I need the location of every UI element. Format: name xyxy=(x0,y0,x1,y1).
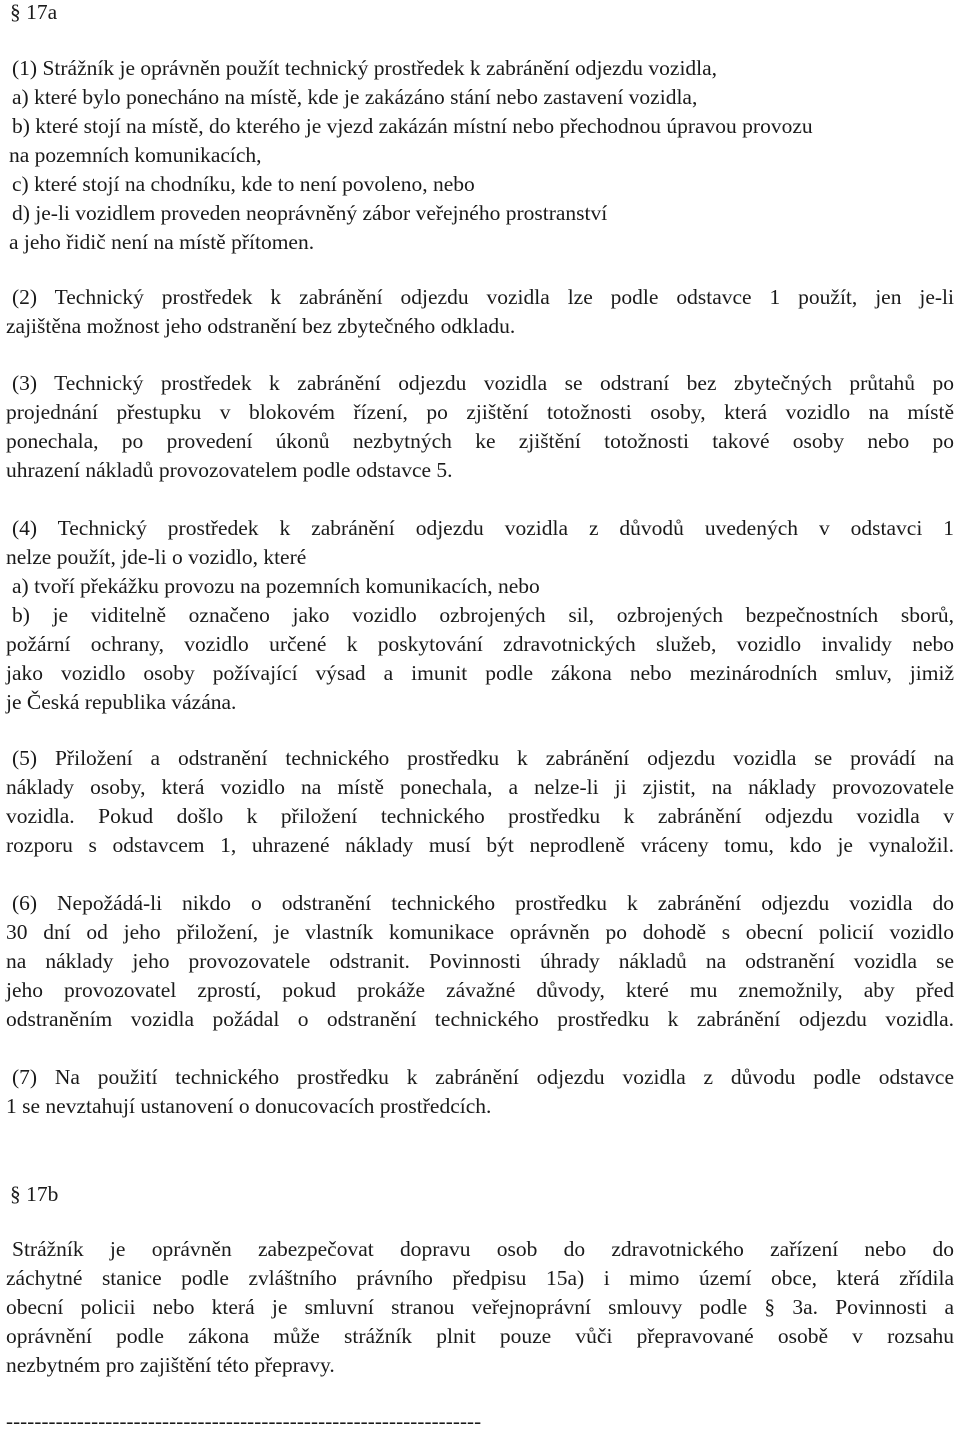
text-line: b) je viditelně označeno jako vozidlo ozbrojených sil, ozbrojených bezpečnostních sborů, xyxy=(12,603,954,627)
paragraph-17a-4 xyxy=(6,516,954,719)
paragraph-17a-5 xyxy=(6,746,954,862)
text-line: ponechala, po provedení úkonů nezbytných ke zjištění totožnosti takové osoby nebo po xyxy=(6,429,954,453)
footnote-separator: ------------------------------------------------------------------- xyxy=(6,1409,482,1433)
text-line: nelze použít, jde-li o vozidlo, které xyxy=(6,545,307,569)
section-17b-heading: § 17b xyxy=(10,1182,59,1206)
text-line: na náklady jeho provozovatele odstranit. Povinnosti úhrady nákladů na odstranění vozidla se xyxy=(6,949,954,973)
text-line: d) je-li vozidlem proveden neoprávněný zábor veřejného prostranství xyxy=(12,201,608,225)
text-line: c) které stojí na chodníku, kde to není povoleno, nebo xyxy=(12,172,475,196)
text-line: a) tvoří překážku provozu na pozemních komunikacích, nebo xyxy=(12,574,540,598)
text-line: (3) Technický prostředek k zabránění odjezdu vozidla se odstraní bez zbytečných průtahů po xyxy=(12,371,954,395)
paragraph-17a-1 xyxy=(9,54,952,257)
text-line: záchytné stanice podle zvláštního právního předpisu 15a) i mimo území obce, která zřídila xyxy=(6,1266,954,1290)
text-line: náklady osoby, která vozidlo na místě ponechala, a nelze-li ji zjistit, na náklady provozovatele xyxy=(6,775,954,799)
text-line: uhrazení nákladů provozovatelem podle odstavce 5. xyxy=(6,458,453,482)
paragraph-17a-3 xyxy=(6,371,954,487)
text-line: vozidla. Pokud došlo k přiložení technického prostředku k zabránění odjezdu vozidla v xyxy=(6,804,954,828)
text-line: (4) Technický prostředek k zabránění odjezdu vozidla z důvodů uvedených v odstavci 1 xyxy=(12,516,954,540)
text-line: zajištěna možnost jeho odstranění bez zbytečného odkladu. xyxy=(6,314,516,338)
section-17a-heading: § 17a xyxy=(10,0,58,24)
text-line: rozporu s odstavcem 1, uhrazené náklady musí být neprodleně vráceny tomu, kdo je vynaložil. xyxy=(6,833,954,857)
paragraph-17a-2 xyxy=(6,285,954,343)
text-line: oprávnění podle zákona může strážník plnit pouze vůči přepravované osobě v rozsahu xyxy=(6,1324,954,1348)
paragraph-17b-1 xyxy=(6,1237,954,1382)
paragraph-17a-6 xyxy=(6,891,954,1036)
text-line: (7) Na použití technického prostředku k zabránění odjezdu vozidla z důvodu podle odstavce xyxy=(12,1065,954,1089)
text-line: (2) Technický prostředek k zabránění odjezdu vozidla lze podle odstavce 1 použít, jen je-li xyxy=(12,285,954,309)
text-line: (6) Nepožádá-li nikdo o odstranění technického prostředku k zabránění odjezdu vozidla do xyxy=(12,891,954,915)
text-line: odstraněním vozidla požádal o odstranění technického prostředku k zabránění odjezdu vozidla. xyxy=(6,1007,954,1031)
text-line: a) které bylo ponecháno na místě, kde je zakázáno stání nebo zastavení vozidla, xyxy=(12,85,698,109)
text-line: 1 se nevztahují ustanovení o donucovacích prostředcích. xyxy=(6,1094,492,1118)
text-line: (5) Přiložení a odstranění technického prostředku k zabránění odjezdu vozidla se provádí na xyxy=(12,746,954,770)
text-line: projednání přestupku v blokovém řízení, po zjištění totožnosti osoby, která vozidlo na místě xyxy=(6,400,954,424)
text-line: 30 dní od jeho přiložení, je vlastník komunikace oprávněn po dohodě s obecní policií vozidlo xyxy=(6,920,954,944)
text-line: a jeho řidič není na místě přítomen. xyxy=(9,230,315,254)
text-line: jako vozidlo osoby požívající výsad a imunit podle zákona nebo mezinárodních smluv, jimiž xyxy=(6,661,954,685)
text-line: Strážník je oprávněn zabezpečovat dopravu osob do zdravotnického zařízení nebo do xyxy=(12,1237,954,1261)
text-line: jeho provozovatel zprostí, pokud prokáže závažné důvody, které mu znemožnily, aby před xyxy=(6,978,954,1002)
text-line: obecní policii nebo která je smluvní stranou veřejnoprávní smlouvy podle § 3a. Povinnosti a xyxy=(6,1295,954,1319)
text-line: b) které stojí na místě, do kterého je vjezd zakázán místní nebo přechodnou úpravou provozu xyxy=(12,114,813,138)
paragraph-17a-7 xyxy=(6,1065,954,1123)
text-line: na pozemních komunikacích, xyxy=(9,143,262,167)
text-line: nezbytném pro zajištění této přepravy. xyxy=(6,1353,335,1377)
text-line: je Česká republika vázána. xyxy=(6,690,237,714)
text-line: požární ochrany, vozidlo určené k poskytování zdravotnických služeb, vozidlo invalidy nebo xyxy=(6,632,954,656)
text-line: (1) Strážník je oprávněn použít technický prostředek k zabránění odjezdu vozidla, xyxy=(12,56,718,80)
